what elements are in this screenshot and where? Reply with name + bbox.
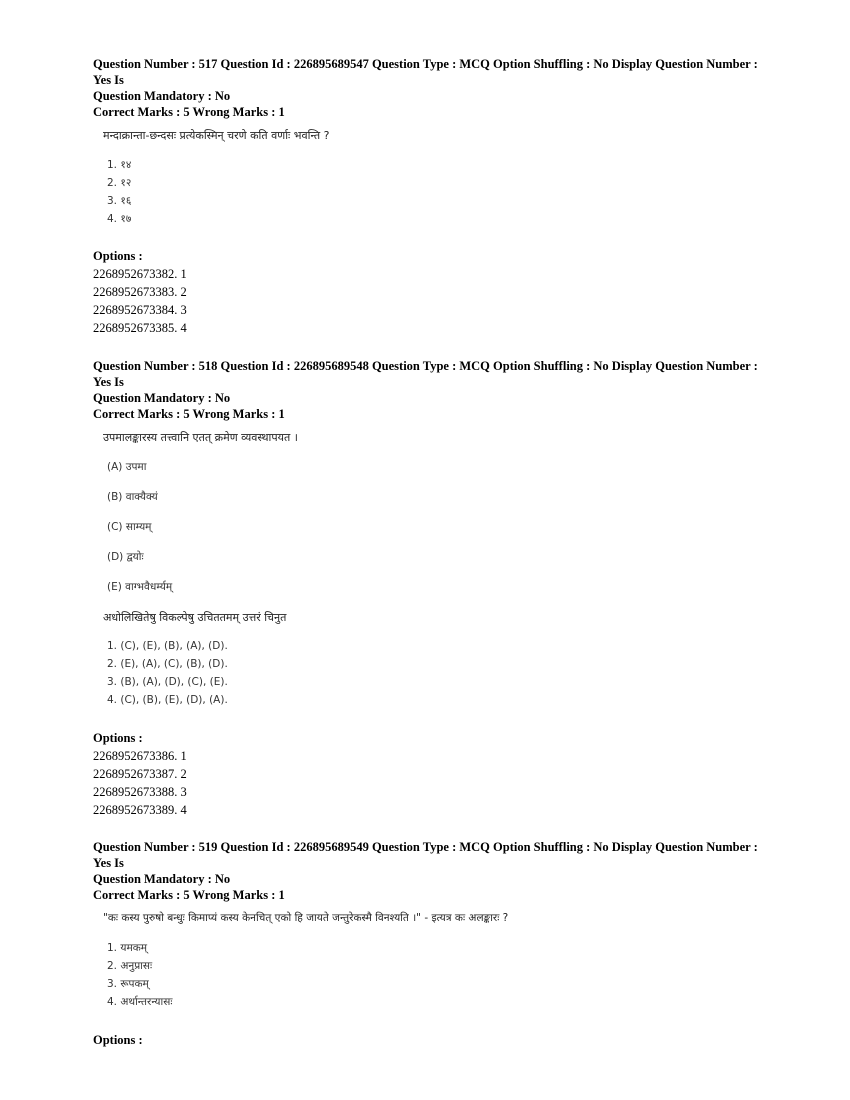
q517-choice-1: 1. १४ (107, 159, 132, 171)
q519-header-line1: Question Number : 519 Question Id : 226895689549 Question Type : MCQ Option Shuffling : No Display Question Number : Yes Is (93, 840, 758, 870)
q519-options-label: Options : (93, 1033, 143, 1047)
q519-question-text: "कः कस्य पुरुषो बन्धुः किमाप्यं कस्य केनचित् एको हि जायते जन्तुरेकस्मै विनश्यति ।" - इत्यत्र कः अलङ्कारः ? (103, 912, 509, 924)
q517-header-line2: Question Mandatory : No (93, 89, 231, 103)
q517-choice-2: 2. १२ (107, 177, 132, 189)
q517-option-id-4: 2268952673385. 4 (93, 321, 187, 335)
q517-choice-3: 3. १६ (107, 195, 132, 207)
q518-choice-2: 2. (E), (A), (C), (B), (D). (107, 658, 228, 670)
q518-item-a: (A) उपमा (107, 461, 147, 473)
q517-header-line1: Question Number : 517 Question Id : 226895689547 Question Type : MCQ Option Shuffling : No Display Question Number : Yes Is (93, 57, 758, 87)
q518-header-line3: Correct Marks : 5 Wrong Marks : 1 (93, 407, 285, 421)
q518-header-line2: Question Mandatory : No (93, 391, 231, 405)
q519-choice-2: 2. अनुप्रासः (107, 960, 153, 972)
q519-header-line3: Correct Marks : 5 Wrong Marks : 1 (93, 888, 285, 902)
q518-choice-1: 1. (C), (E), (B), (A), (D). (107, 640, 228, 652)
q517-header-line3: Correct Marks : 5 Wrong Marks : 1 (93, 105, 285, 119)
q518-option-id-2: 2268952673387. 2 (93, 767, 187, 781)
q518-header (93, 358, 773, 422)
q518-item-b: (B) वाक्यैक्यं (107, 491, 158, 503)
q518-question-text: उपमालङ्कारस्य तत्त्वानि एतत् क्रमेण व्यवस्थापयत । (103, 431, 298, 444)
q519-header-line2: Question Mandatory : No (93, 872, 231, 886)
q519-choice-1: 1. यमकम् (107, 942, 148, 954)
q517-option-id-2: 2268952673383. 2 (93, 285, 187, 299)
q517-option-id-1: 2268952673382. 1 (93, 267, 187, 281)
q518-option-id-1: 2268952673386. 1 (93, 749, 187, 763)
q518-choice-4: 4. (C), (B), (E), (D), (A). (107, 694, 228, 706)
q517-choice-4: 4. १७ (107, 213, 132, 225)
q519-choice-3: 3. रूपकम् (107, 978, 149, 990)
q518-item-d: (D) द्वयोः (107, 551, 144, 563)
q517-options-label: Options : (93, 249, 143, 263)
q518-choice-3: 3. (B), (A), (D), (C), (E). (107, 676, 228, 688)
q518-options-label: Options : (93, 731, 143, 745)
q517-option-id-3: 2268952673384. 3 (93, 303, 187, 317)
q518-instruction: अधोलिखितेषु विकल्पेषु उचिततमम् उत्तरं चिनुत (103, 611, 287, 624)
q518-item-c: (C) साम्यम् (107, 521, 152, 533)
q518-item-e: (E) वाग्भवैधर्म्यम् (107, 581, 173, 593)
q517-question-text: मन्दाक्रान्ता-छन्दसः प्रत्येकस्मिन् चरणे कति वर्णाः भवन्ति ? (103, 129, 330, 142)
q518-option-id-3: 2268952673388. 3 (93, 785, 187, 799)
q519-header (93, 839, 773, 903)
q518-header-line1: Question Number : 518 Question Id : 226895689548 Question Type : MCQ Option Shuffling : No Display Question Number : Yes Is (93, 359, 758, 389)
q518-option-id-4: 2268952673389. 4 (93, 803, 187, 817)
q519-choice-4: 4. अर्थान्तरन्यासः (107, 996, 173, 1008)
q517-header (93, 56, 773, 120)
